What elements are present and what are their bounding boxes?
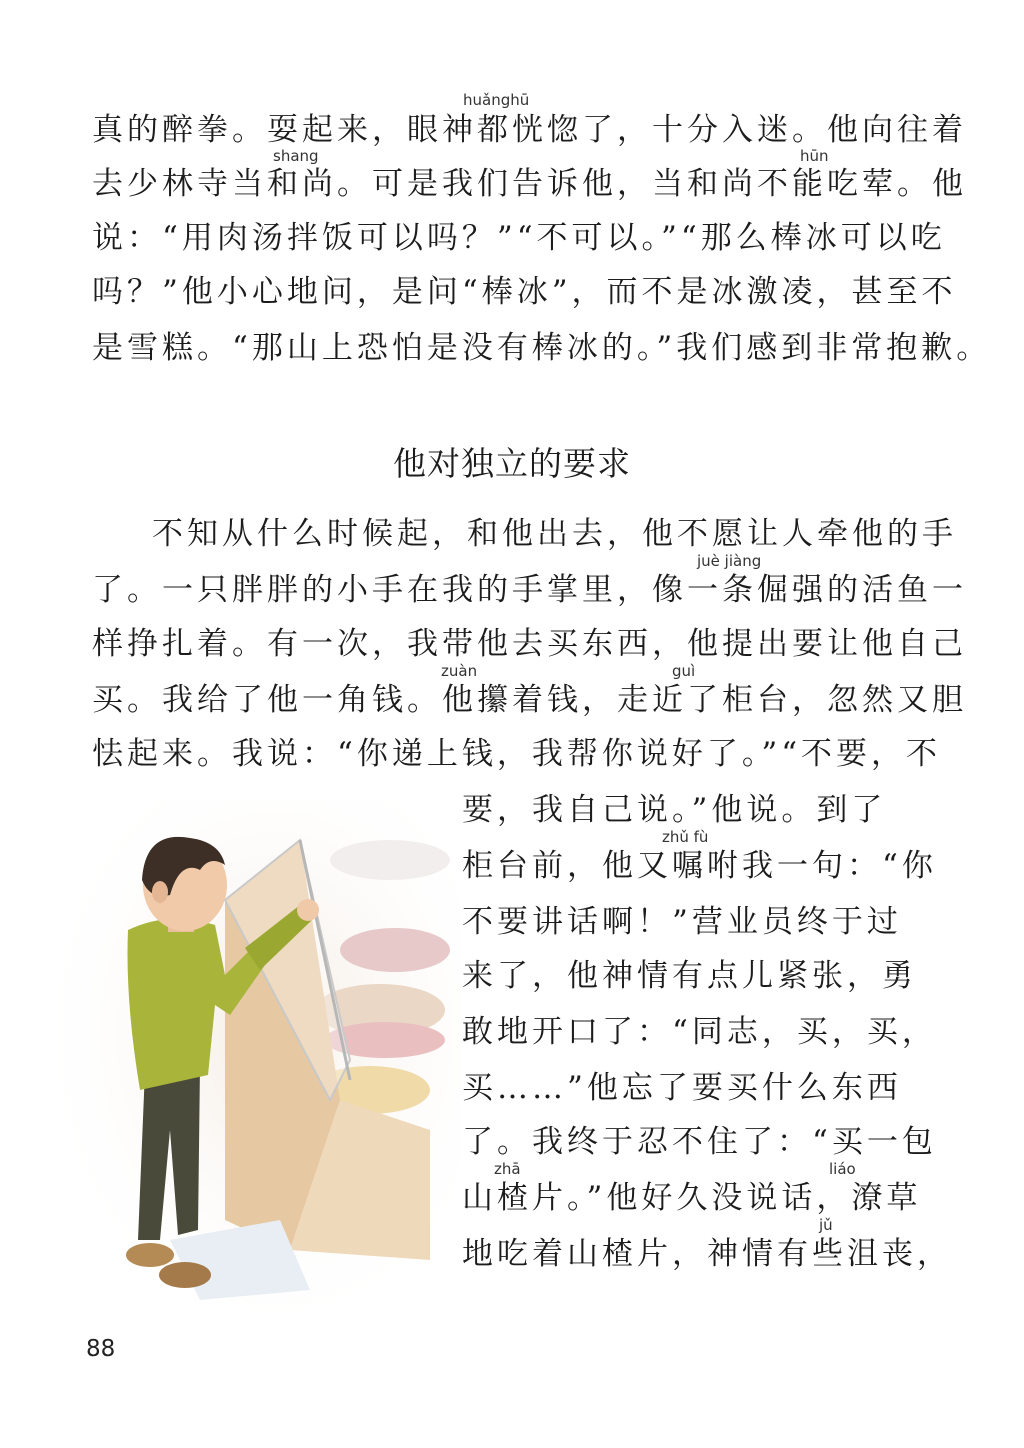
pinyin-liao: liáo <box>829 1160 856 1178</box>
pinyin-ju: jǔ <box>819 1216 833 1234</box>
paragraph2-line-3: 样挣扎着。有一次，我带他去买东西，他提出要让他自己 <box>92 626 967 662</box>
paragraph1-line-4: 吗？”他小心地问，是问“棒冰”，而不是冰激凌，甚至不 <box>92 274 957 310</box>
paragraph2-line-7: 柜台前，他又嘱咐我一句：“你 <box>462 848 937 884</box>
paragraph2-line-14: 地吃着山楂片，神情有些沮丧， <box>462 1236 952 1272</box>
pinyin-gui: guì <box>672 662 696 680</box>
section-title: 他对独立的要求 <box>393 444 631 483</box>
paragraph2-line-2: 了。一只胖胖的小手在我的手掌里，像一条倔强的活鱼一 <box>92 572 967 608</box>
page-number: 88 <box>86 1336 116 1362</box>
pinyin-zhufu: zhǔ fù <box>662 828 709 846</box>
pinyin-huanghu: huǎnghū <box>463 91 530 109</box>
paragraph1-line-5: 是雪糕。“那山上恐怕是没有棒冰的。”我们感到非常抱歉。 <box>92 330 992 366</box>
paragraph2-line-12: 了。我终于忍不住了：“买一包 <box>462 1124 937 1160</box>
boy-at-counter-illustration <box>50 800 460 1320</box>
paragraph2-line-10: 敢地开口了：“同志，买，买， <box>462 1014 937 1050</box>
pinyin-zuan: zuàn <box>441 662 478 680</box>
paragraph1-line-1: 真的醉拳。耍起来，眼神都恍惚了，十分入迷。他向往着 <box>92 112 967 148</box>
paragraph2-line-1: 不知从什么时候起，和他出去，他不愿让人牵他的手 <box>152 516 957 552</box>
pinyin-juejiang: juè jiàng <box>697 552 762 570</box>
paragraph1-line-2: 去少林寺当和尚。可是我们告诉他，当和尚不能吃荤。他 <box>92 166 967 202</box>
paragraph2-line-6: 要，我自己说。”他说。到了 <box>462 792 887 828</box>
paragraph1-line-3: 说：“用肉汤拌饭可以吗？”“不可以。”“那么棒冰可以吃 <box>92 220 946 256</box>
pinyin-shang: shang <box>273 147 319 165</box>
paragraph2-line-8: 不要讲话啊！”营业员终于过 <box>462 904 902 940</box>
pinyin-zha: zhā <box>494 1160 521 1178</box>
paragraph2-line-13: 山楂片。”他好久没说话，潦草 <box>462 1180 922 1216</box>
paragraph2-line-9: 来了，他神情有点儿紧张，勇 <box>462 958 917 994</box>
paragraph2-line-4: 买。我给了他一角钱。他攥着钱，走近了柜台，忽然又胆 <box>92 682 967 718</box>
paragraph2-line-5: 怯起来。我说：“你递上钱，我帮你说好了。”“不要，不 <box>92 736 942 772</box>
pinyin-hun: hūn <box>800 147 829 165</box>
paragraph2-line-11: 买……”他忘了要买什么东西 <box>462 1070 902 1106</box>
